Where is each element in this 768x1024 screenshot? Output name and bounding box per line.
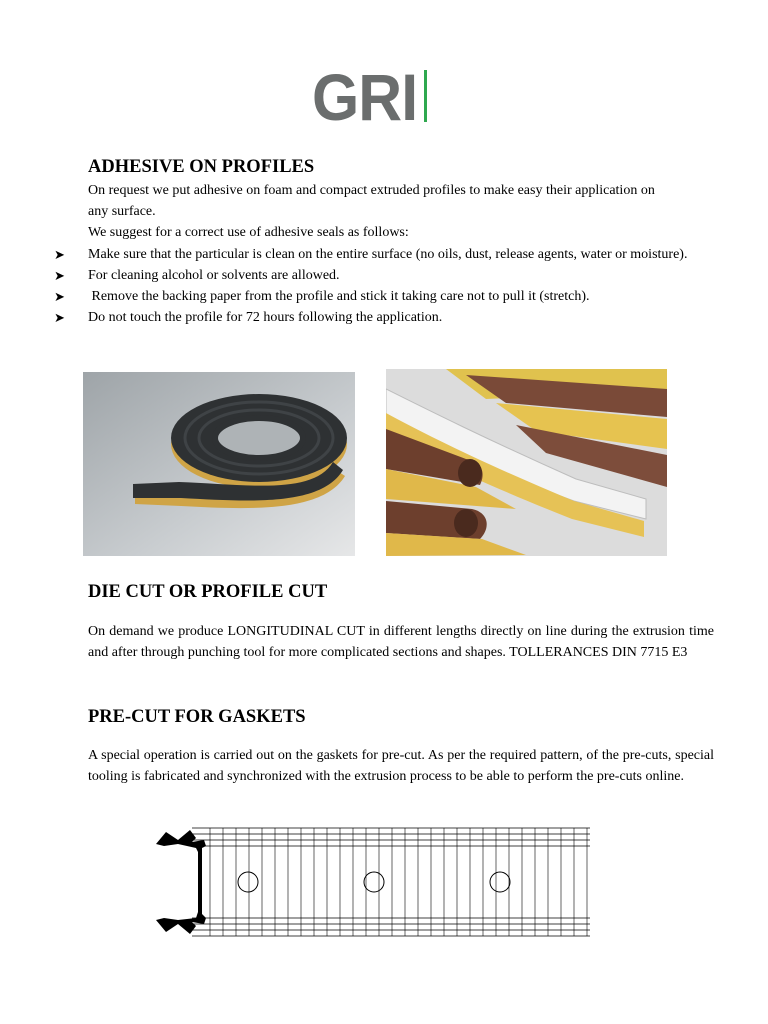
list-item (0, 307, 714, 328)
arrowhead-bullet-icon: ➤ (54, 310, 65, 325)
precut-hole (238, 872, 258, 892)
list-item (0, 286, 714, 307)
gasket-vertical-lines (210, 828, 587, 936)
precut-hole (364, 872, 384, 892)
arrowhead-bullet-icon: ➤ (54, 289, 65, 304)
list-item (0, 244, 714, 265)
gri-logo (312, 60, 432, 134)
adhesive-foam-tape-roll-photo (83, 372, 355, 556)
logo-text: GRI (312, 60, 418, 134)
intro-line-1: On request we put adhesive on foam and compact extruded profiles to make easy their application on (88, 183, 655, 198)
list-item (0, 265, 714, 286)
logo-accent-bar (424, 70, 427, 122)
intro-line-2: any surface. (88, 204, 156, 219)
gasket-horizontal-lines (192, 828, 590, 936)
bullet-text: Remove the backing paper from the profile and stick it taking care not to pull it (stretch). (88, 289, 590, 304)
gasket-profile-section (156, 830, 206, 934)
gasket-precut-drawing (152, 826, 592, 943)
arrowhead-bullet-icon: ➤ (54, 247, 65, 262)
heading-adhesive-on-profiles: ADHESIVE ON PROFILES (88, 157, 315, 177)
bullet-text: Make sure that the particular is clean on the entire surface (no oils, dust, release agents, water or moisture). (88, 247, 688, 262)
adhesive-rubber-profiles-photo (386, 369, 667, 556)
bullet-text: For cleaning alcohol or solvents are allowed. (88, 268, 340, 283)
heading-die-cut: DIE CUT OR PROFILE CUT (88, 582, 328, 602)
precut-hole (490, 872, 510, 892)
pre-cut-paragraph: A special operation is carried out on the gaskets for pre-cut. As per the required pattern, of the pre-cuts, special tooling is fabricated and synchronized with the extrusion process to be able to perform the pre-cuts online. (88, 748, 714, 784)
die-cut-paragraph: On demand we produce LONGITUDINAL CUT in different lengths directly on line during the extrusion time and after through punching tool for more complicated sections and shapes. TOLLERANCES DIN 7715 E3 (88, 624, 714, 660)
intro-line-3: We suggest for a correct use of adhesive seals as follows: (88, 225, 409, 240)
heading-pre-cut-gaskets: PRE-CUT FOR GASKETS (88, 707, 306, 727)
bullet-text: Do not touch the profile for 72 hours following the application. (88, 310, 443, 325)
usage-bullet-list (0, 244, 768, 328)
arrowhead-bullet-icon: ➤ (54, 268, 65, 283)
